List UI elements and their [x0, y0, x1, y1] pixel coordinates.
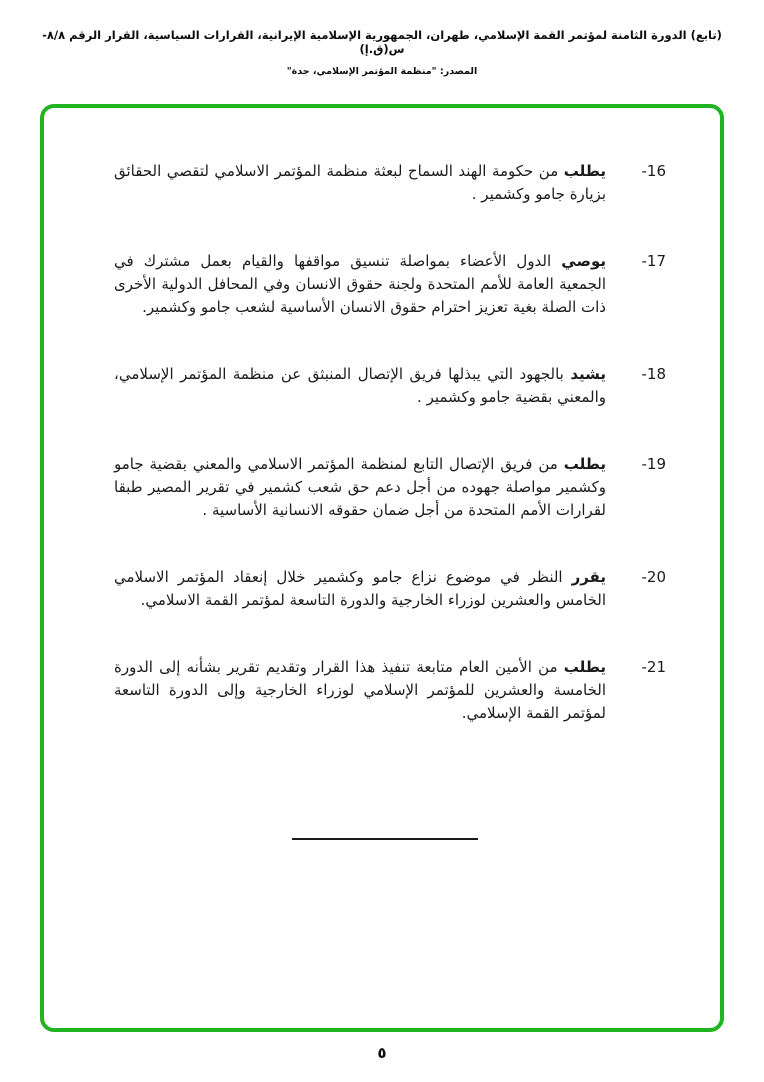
resolution-item-18: [114, 363, 666, 409]
item-lead: يطلب: [563, 658, 606, 676]
item-lead: يقرر: [571, 568, 606, 586]
item-text: من حكومة الهند السماح لبعثة منظمة المؤتمر الاسلامي لتقصي الحقائق بزيارة جامو وكشمير .: [114, 162, 606, 203]
resolution-item-19: [114, 453, 666, 522]
item-lead: يطلب: [563, 162, 606, 180]
resolution-body: [44, 108, 720, 725]
item-number: 18-: [641, 365, 666, 383]
item-text: الدول الأعضاء بمواصلة تنسيق مواقفها والقيام بعمل مشترك في الجمعية العامة للأمم المتحدة ولجنة حقوق الانسان وفي المحافل الدولية الأخرى ذات الصلة بغية تعزيز احترام حقوق الانسان الأساسية لشعب جامو وكشمير.: [114, 252, 606, 316]
item-lead: يشيد: [570, 365, 606, 383]
item-number: 16-: [641, 162, 666, 180]
header-source: المصدر: "منظمة المؤتمر الإسلامي، جدة": [286, 66, 478, 77]
page-number: ٥: [377, 1044, 387, 1062]
resolution-item-20: [114, 566, 666, 612]
header-title: (تابع) الدورة الثامنة لمؤتمر القمة الإسلامي، طهران، الجمهورية الإسلامية الإيرانية، القرارات السياسية، القرار الرقم ٨/٨-س(ق.إ): [42, 28, 722, 56]
resolution-item-21: [114, 656, 666, 725]
end-divider: [292, 838, 478, 840]
item-text: النظر في موضوع نزاع جامو وكشمير خلال إنعقاد المؤتمر الاسلامي الخامس والعشرين لوزراء الخارجية والدورة التاسعة لمؤتمر القمة الاسلامي.: [114, 568, 606, 609]
item-text: من فريق الإتصال التابع لمنظمة المؤتمر الاسلامي والمعني بقضية جامو وكشمير مواصلة جهوده من أجل دعم حق شعب كشمير في تقرير المصير طبقا لقرارات الأمم المتحدة من أجل ضمان حقوقه الانسانية الأساسية .: [114, 455, 606, 519]
resolution-item-16: [114, 160, 666, 206]
item-lead: يطلب: [563, 455, 606, 473]
item-text: من الأمين العام متابعة تنفيذ هذا القرار وتقديم تقرير بشأنه إلى الدورة الخامسة والعشرين للمؤتمر الإسلامي لوزراء الخارجية وإلى الدورة التاسعة لمؤتمر القمة الإسلامي.: [114, 658, 606, 722]
item-number: 21-: [641, 658, 666, 676]
document-header: [0, 28, 764, 77]
green-border-frame: [40, 104, 724, 1032]
item-text: بالجهود التي يبذلها فريق الإتصال المنبثق عن منظمة المؤتمر الإسلامي، والمعني بقضية جامو وكشمير .: [114, 365, 606, 406]
item-number: 20-: [641, 568, 666, 586]
item-number: 19-: [641, 455, 666, 473]
item-number: 17-: [641, 252, 666, 270]
item-lead: يوصي: [561, 252, 606, 270]
resolution-item-17: [114, 250, 666, 319]
